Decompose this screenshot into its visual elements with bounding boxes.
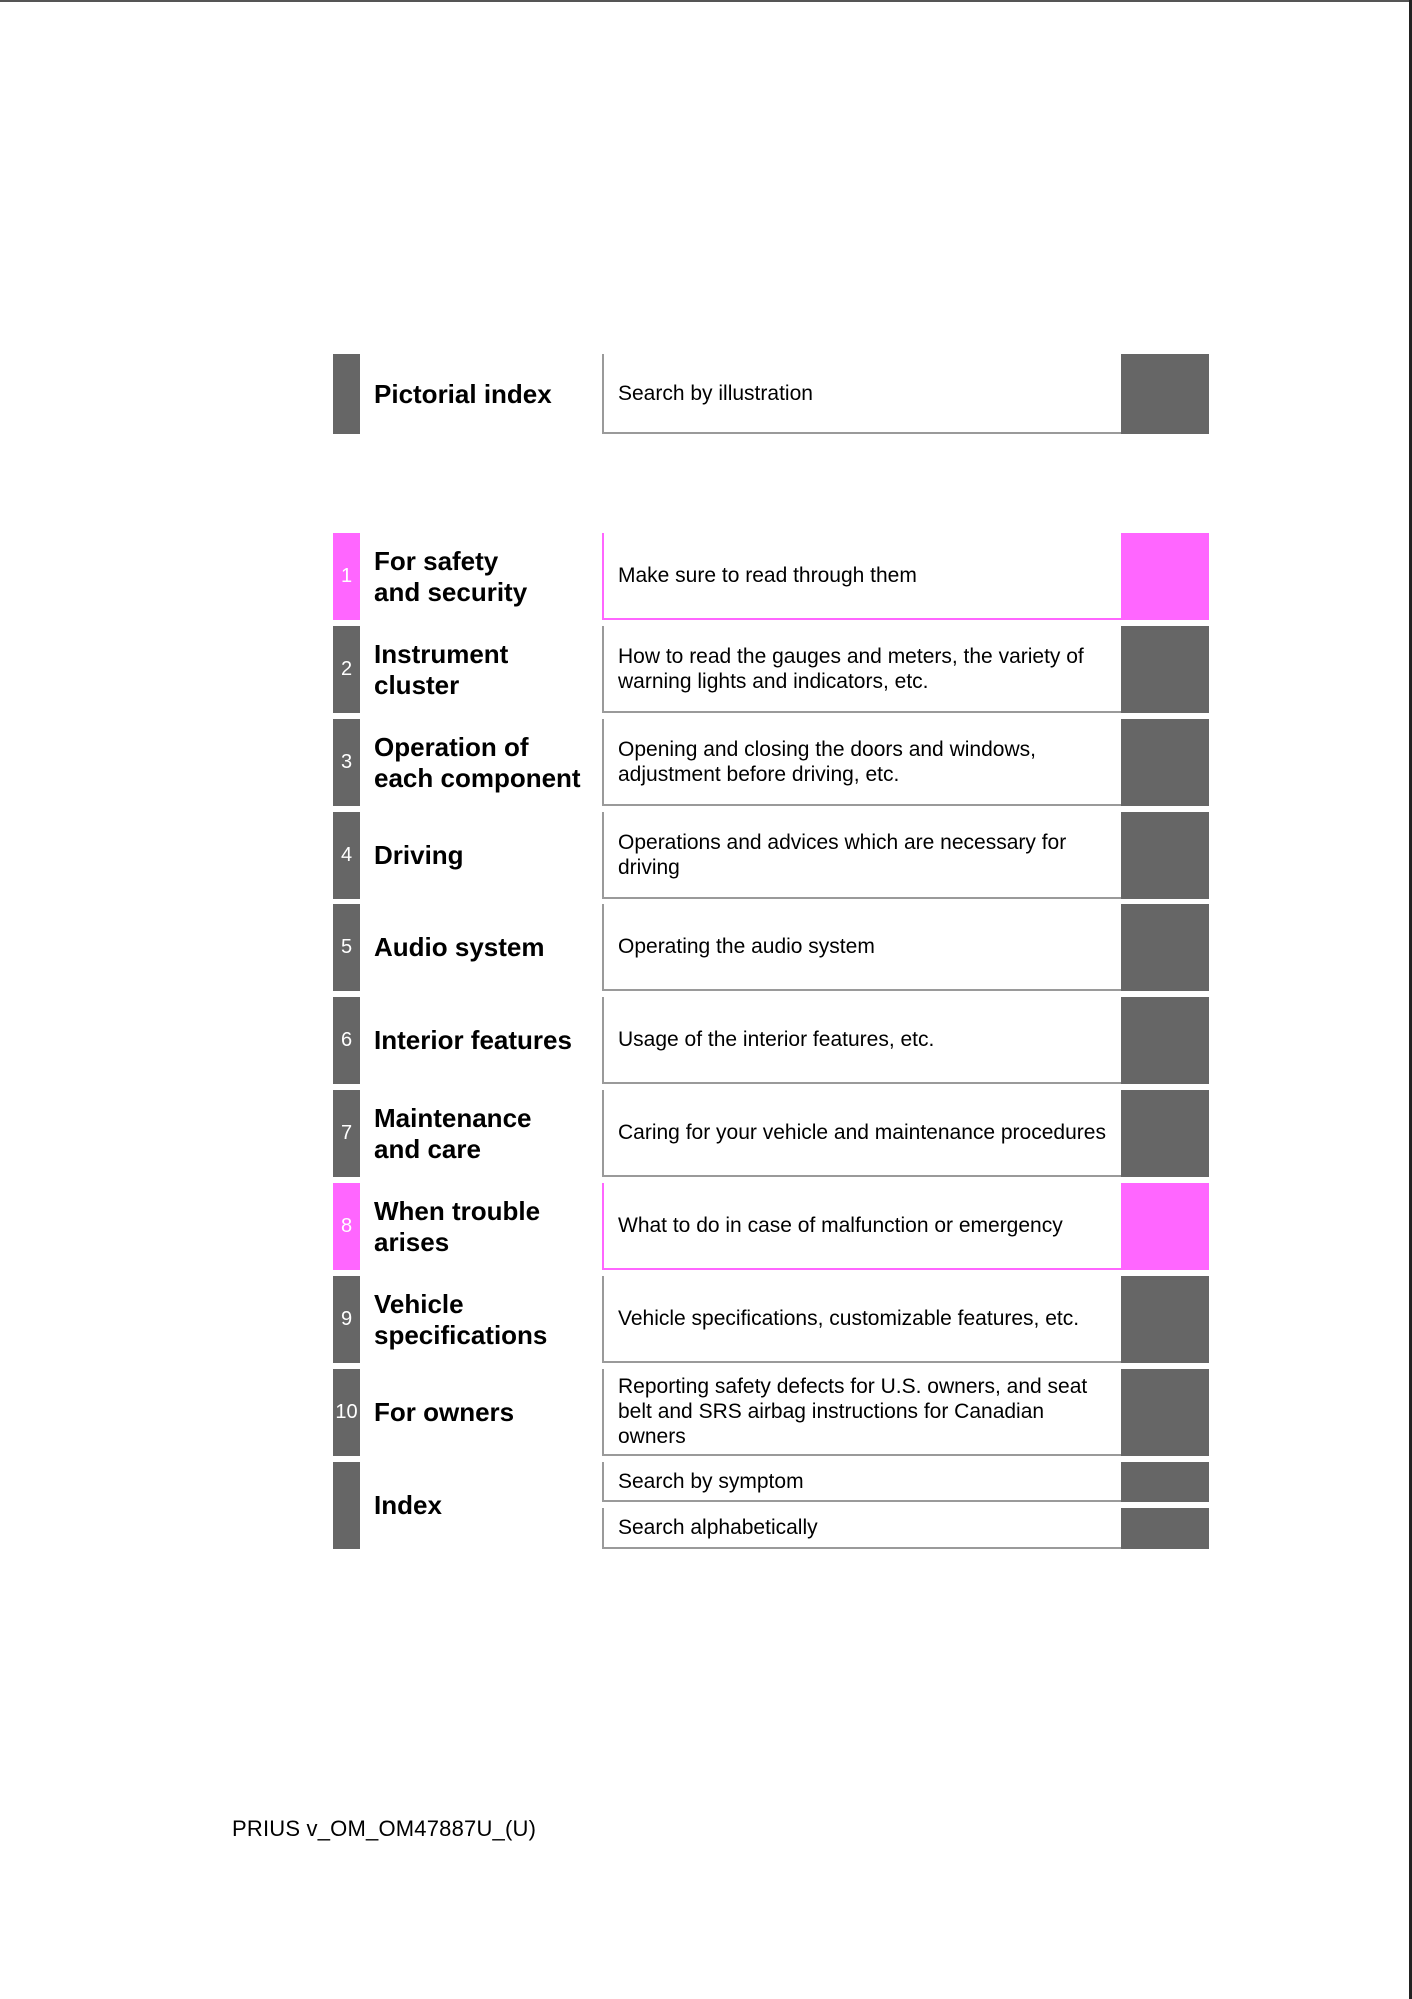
chapter-description — [602, 1090, 1122, 1177]
chapter-description — [602, 533, 1122, 620]
chapter-row-4[interactable] — [333, 812, 1209, 899]
chapter-description — [602, 626, 1122, 713]
chapter-row-2[interactable] — [333, 626, 1209, 713]
chapter-number: 5 — [333, 904, 360, 991]
chapter-title: For safety and security — [374, 545, 528, 607]
chapter-description — [602, 997, 1122, 1084]
chapter-row-10[interactable] — [333, 1369, 1209, 1456]
index-symptom-tab[interactable] — [1121, 1462, 1209, 1502]
chapter-description-text: Operations and advices which are necessary for driving — [618, 830, 1067, 879]
chapter-row-5[interactable] — [333, 904, 1209, 991]
chapter-number: 4 — [333, 812, 360, 899]
pictorial-index-tab[interactable] — [1121, 354, 1209, 434]
chapter-description-text: Usage of the interior features, etc. — [618, 1028, 935, 1051]
chapter-description-text: Opening and closing the doors and windows, adjustment before driving, etc. — [618, 737, 1036, 786]
chapter-tab[interactable] — [1121, 1369, 1209, 1456]
chapter-row-3[interactable] — [333, 719, 1209, 806]
pictorial-index-description — [602, 354, 1122, 434]
chapter-tab[interactable] — [1121, 1090, 1209, 1177]
chapter-row-9[interactable] — [333, 1276, 1209, 1363]
chapter-row-8[interactable] — [333, 1183, 1209, 1270]
chapter-tab[interactable] — [1121, 533, 1209, 620]
chapter-title: For owners — [374, 1397, 515, 1427]
chapter-description-text: Make sure to read through them — [618, 564, 917, 587]
chapter-row-7[interactable] — [333, 1090, 1209, 1177]
index-symptom-description — [602, 1462, 1122, 1502]
chapter-tab[interactable] — [1121, 997, 1209, 1084]
chapter-number: 2 — [333, 626, 360, 713]
index-title: Index — [374, 1490, 442, 1520]
chapter-title: Interior features — [374, 1025, 572, 1055]
chapter-title: When trouble arises — [374, 1195, 541, 1257]
document-code-footer: PRIUS v_OM_OM47887U_(U) — [232, 1816, 537, 1841]
pictorial-index-title: Pictorial index — [374, 378, 552, 409]
index-alpha-description — [602, 1508, 1122, 1549]
chapter-description-text: Caring for your vehicle and maintenance procedures — [618, 1121, 1106, 1144]
chapter-description-text: How to read the gauges and meters, the variety of warning lights and indicators, etc. — [618, 644, 1084, 693]
chapter-title: Maintenance and care — [374, 1102, 532, 1164]
chapter-number: 6 — [333, 997, 360, 1084]
chapter-description-text: Reporting safety defects for U.S. owners, and seat belt and SRS airbag instructions for Canadian owners — [618, 1375, 1088, 1448]
index-alpha-row[interactable] — [333, 1508, 1209, 1549]
page-top-border — [0, 0, 1412, 2]
chapter-tab[interactable] — [1121, 1183, 1209, 1270]
chapter-description — [602, 1276, 1122, 1363]
chapter-number: 3 — [333, 719, 360, 806]
pictorial-index-bar — [333, 354, 360, 434]
chapter-row-6[interactable] — [333, 997, 1209, 1084]
chapter-description — [602, 1369, 1122, 1456]
chapter-number: 1 — [333, 533, 360, 620]
chapter-title: Instrument cluster — [374, 638, 509, 700]
chapter-tab[interactable] — [1121, 626, 1209, 713]
index-symptom-row[interactable] — [333, 1462, 1209, 1502]
chapter-description-text: What to do in case of malfunction or emergency — [618, 1214, 1063, 1237]
chapter-row-1[interactable] — [333, 533, 1209, 620]
chapter-tab[interactable] — [1121, 719, 1209, 806]
chapter-number: 9 — [333, 1276, 360, 1363]
chapter-description — [602, 719, 1122, 806]
chapter-description-text: Vehicle specifications, customizable features, etc. — [618, 1307, 1080, 1330]
chapter-title: Driving — [374, 840, 464, 870]
chapter-description — [602, 812, 1122, 899]
index-alpha-text: Search alphabetically — [618, 1516, 818, 1539]
pictorial-index-row[interactable] — [333, 354, 1209, 434]
chapter-title: Audio system — [374, 932, 545, 962]
chapter-description — [602, 904, 1122, 991]
chapter-number: 10 — [333, 1369, 360, 1456]
pictorial-index-description-text: Search by illustration — [618, 381, 813, 405]
chapter-title: Vehicle specifications — [374, 1288, 548, 1350]
chapter-description — [602, 1183, 1122, 1270]
chapter-description-text: Operating the audio system — [618, 935, 875, 958]
chapter-tab[interactable] — [1121, 904, 1209, 991]
chapter-tab[interactable] — [1121, 1276, 1209, 1363]
index-symptom-text: Search by symptom — [618, 1469, 804, 1493]
index-alpha-tab[interactable] — [1121, 1508, 1209, 1549]
chapter-title: Operation of each component — [374, 731, 581, 793]
chapter-tab[interactable] — [1121, 812, 1209, 899]
chapter-number: 7 — [333, 1090, 360, 1177]
chapter-number: 8 — [333, 1183, 360, 1270]
